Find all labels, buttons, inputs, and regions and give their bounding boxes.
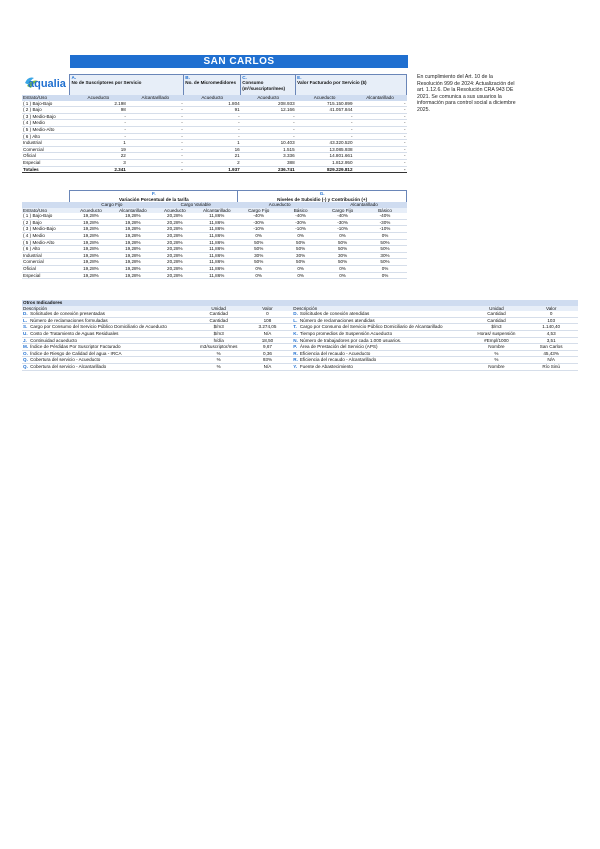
- cell: -40%: [238, 213, 280, 219]
- other-indicators-table: [22, 300, 578, 371]
- cell: 0,36: [243, 350, 293, 357]
- row-label: ( 6 ) Alto: [22, 246, 70, 253]
- cell: 30%: [364, 252, 407, 259]
- indicator-letter: O.: [23, 350, 28, 356]
- cell: -40%: [322, 213, 364, 219]
- row-label: Comercial: [22, 146, 70, 153]
- cell: -: [354, 133, 407, 140]
- cell: 0%: [238, 265, 280, 272]
- cell: 93%: [243, 357, 293, 364]
- cell: -: [127, 133, 184, 140]
- cell: 1.140,40: [524, 324, 578, 331]
- cell: 50%: [322, 259, 364, 266]
- section-f-header: F. Variación Porcentual de la tarifa: [70, 191, 238, 203]
- cell: 19,28%: [112, 246, 154, 253]
- table-row: [22, 239, 407, 246]
- cell: -: [241, 113, 296, 120]
- cell: 20,28%: [154, 232, 196, 239]
- cell: %: [195, 350, 243, 357]
- cell: 21: [184, 153, 241, 160]
- cell: -: [70, 133, 127, 140]
- cell: 50%: [322, 246, 364, 253]
- table-row: [22, 344, 578, 351]
- cell: 1: [184, 140, 241, 147]
- cell: Número de reclamaciones formuladas: [29, 317, 195, 324]
- cell: Cantidad: [195, 311, 243, 317]
- cell: 208.933: [241, 101, 296, 107]
- cell: -: [296, 126, 354, 133]
- table-row: [22, 252, 407, 259]
- cell: Cantidad: [195, 317, 243, 324]
- cell: -: [184, 126, 241, 133]
- cell: 0%: [322, 232, 364, 239]
- row-label: ( 5 ) Medio-Alto: [22, 239, 70, 246]
- cell: -40%: [280, 213, 322, 219]
- cell: %: [195, 357, 243, 364]
- section-e-header: E. Valor Facturado por Servicio ($): [296, 75, 407, 96]
- cell: Nombre: [469, 363, 525, 370]
- cell: Cantidad: [469, 311, 525, 317]
- cell: 388: [241, 159, 296, 166]
- table-row: [22, 153, 407, 160]
- page-title: SAN CARLOS: [70, 55, 408, 68]
- table-row: [22, 337, 578, 344]
- cell: 50%: [364, 246, 407, 253]
- table-row: [22, 146, 407, 153]
- table-row: [22, 324, 578, 331]
- table2-column-header: Estrato/Uso Acueducto Alcantarillado Acueducto Alcantarillado Cargo Fijo Básico Cargo Fijo Básico: [22, 208, 407, 214]
- indicator-letter: J.: [22, 337, 29, 344]
- cell: 19,28%: [112, 239, 154, 246]
- cell: -10%: [280, 226, 322, 233]
- table-row: [22, 350, 578, 357]
- table-row: [22, 219, 407, 226]
- cell: 20,28%: [154, 265, 196, 272]
- cell: 1.804: [184, 101, 241, 107]
- section-g-header: G. Niveles de Subsidio (-) y Contribución (+): [238, 191, 407, 203]
- indicator-letter: L.: [22, 317, 29, 324]
- cell: -: [127, 153, 184, 160]
- table-row: [22, 113, 407, 120]
- cell: 2: [184, 159, 241, 166]
- cell: 1.812.950: [296, 159, 354, 166]
- table1-column-header: Estrato/Uso Acueducto Alcantarillado Acueducto Acueducto Acueducto Alcantarillado: [22, 95, 407, 101]
- cell: Cantidad: [469, 317, 525, 324]
- cell: 19,28%: [112, 252, 154, 259]
- cell: 19,28%: [70, 213, 112, 219]
- cell: 20,28%: [154, 252, 196, 259]
- indicator-letter: D.: [23, 311, 28, 317]
- table-row: [22, 357, 578, 364]
- cell: Índice de Pérdidas Por Suscriptor Facturado: [29, 344, 195, 351]
- cell: -: [296, 133, 354, 140]
- cell: Costo de Tratamiento de Aguas Residuales: [29, 330, 195, 337]
- row-label: Industrial: [22, 140, 70, 147]
- logo-wordmark: aqualia: [28, 78, 66, 90]
- cell: -: [184, 120, 241, 127]
- cell: $/m3: [469, 324, 525, 331]
- cell: San Carlos: [524, 344, 578, 351]
- cell: -10%: [238, 226, 280, 233]
- cell: Cargo por Consumo del Servicio Público Domiciliario de Alcantarillado: [299, 324, 469, 331]
- cell: -: [354, 101, 407, 107]
- cell: 20,28%: [154, 239, 196, 246]
- cell: 20,28%: [154, 246, 196, 253]
- cell: %: [469, 357, 525, 364]
- indicator-letter: N.: [293, 337, 298, 343]
- cell: Solicitudes de conexión presentadas: [29, 311, 195, 317]
- cell: -: [354, 153, 407, 160]
- cell: m3/suscriptor/mes: [195, 344, 243, 351]
- row-label: ( 3 ) Medio-Bajo: [22, 113, 70, 120]
- cell: Cobertura del servicio - Alcantarillado: [29, 363, 195, 370]
- section-b-header: B. No. de Micromedidores: [184, 75, 241, 96]
- cell: -: [354, 113, 407, 120]
- cell: 50%: [238, 259, 280, 266]
- cell: 19,28%: [112, 232, 154, 239]
- row-label: ( 4 ) Medio: [22, 120, 70, 127]
- indicator-letter: M.: [23, 344, 29, 350]
- cell: 0%: [322, 272, 364, 279]
- row-label: Oficial: [22, 153, 70, 160]
- cell: 50%: [322, 239, 364, 246]
- cell: -30%: [322, 219, 364, 226]
- cell: 11,86%: [196, 246, 238, 253]
- row-label: ( 6 ) Alto: [22, 133, 70, 140]
- cell: -: [127, 120, 184, 127]
- cell: %: [195, 363, 243, 370]
- row-label: ( 1 ) Bajo-Bajo: [22, 213, 70, 219]
- table-row: [22, 363, 578, 370]
- table-row: [22, 330, 578, 337]
- cell: 45,43%: [524, 350, 578, 357]
- cell: 2.198: [70, 101, 127, 107]
- cell: 1.515: [241, 146, 296, 153]
- cell: 3: [70, 159, 127, 166]
- cell: 0: [524, 311, 578, 317]
- cell: -: [127, 159, 184, 166]
- cell: -: [70, 126, 127, 133]
- cell: 30%: [322, 252, 364, 259]
- row-label: ( 5 ) Medio-Alto: [22, 126, 70, 133]
- table-row: [22, 317, 578, 324]
- cell: 30%: [280, 252, 322, 259]
- section-a-header: A. No de Suscriptores por Servicio: [70, 75, 184, 96]
- cell: 19,28%: [70, 259, 112, 266]
- other-indicators-title-row: Otros Indicadores: [22, 300, 578, 306]
- cell: 1: [70, 140, 127, 147]
- cell: -: [241, 126, 296, 133]
- cell: 98: [70, 107, 127, 114]
- table-row: [22, 133, 407, 140]
- indicator-letter: T.: [292, 324, 299, 331]
- cell: 11,86%: [196, 239, 238, 246]
- cell: 0%: [364, 232, 407, 239]
- cell: -: [354, 107, 407, 114]
- cell: 19,28%: [70, 219, 112, 226]
- cell: 19,28%: [70, 239, 112, 246]
- cell: 103: [524, 317, 578, 324]
- cell: 715.150.899: [296, 101, 354, 107]
- indicator-letter: P.: [293, 344, 298, 350]
- cell: Área de Prestación del Servicio (APS): [299, 344, 469, 351]
- cell: -30%: [364, 219, 407, 226]
- cell: Horas/ suspensión: [469, 330, 525, 337]
- indicator-letter: Q.: [23, 357, 28, 363]
- cell: N/A: [243, 330, 293, 337]
- cell: 19,28%: [70, 272, 112, 279]
- cell: 50%: [364, 239, 407, 246]
- cell: 18,50: [243, 337, 293, 344]
- row-label: Especial: [22, 159, 70, 166]
- cell: -: [354, 126, 407, 133]
- cell: 19,28%: [112, 213, 154, 219]
- indicator-letter: K.: [293, 330, 298, 336]
- cell: 20,28%: [154, 259, 196, 266]
- cell: 3,51: [524, 337, 578, 344]
- cell: -40%: [364, 213, 407, 219]
- cell: 50%: [280, 246, 322, 253]
- cell: 20,28%: [154, 272, 196, 279]
- row-label: Industrial: [22, 252, 70, 259]
- table-row: [22, 107, 407, 114]
- cell: 0%: [364, 265, 407, 272]
- cell: -: [296, 120, 354, 127]
- cell: 50%: [280, 259, 322, 266]
- cell: 19: [70, 146, 127, 153]
- table2-group-header: Cargo Fijo Cargo Variable Acueducto Alcantarillado: [22, 202, 407, 208]
- row-label: Comercial: [22, 259, 70, 266]
- cell: 41.057.844: [296, 107, 354, 114]
- table-row: [22, 226, 407, 233]
- legal-note: En cumplimiento del Art. 10 de la Resolución 999 de 2024: Actualización del art. 1.12.6. De la Resolución CRA 943 DE 2021. Se comunica a sus usuarios la información para control social a diciembre 2025.: [417, 74, 516, 113]
- cell: 9,67: [243, 344, 293, 351]
- row-label: ( 4 ) Medio: [22, 232, 70, 239]
- cell: -: [354, 120, 407, 127]
- cell: 22: [70, 153, 127, 160]
- table-row: [22, 140, 407, 147]
- cell: 11,86%: [196, 272, 238, 279]
- cell: %: [469, 350, 525, 357]
- table-row: [22, 159, 407, 166]
- cell: 11,86%: [196, 226, 238, 233]
- cell: -: [184, 113, 241, 120]
- cell: 50%: [238, 239, 280, 246]
- cell: Continuidad acueducto: [29, 337, 195, 344]
- cell: 11,86%: [196, 213, 238, 219]
- table-row: [22, 259, 407, 266]
- cell: Río Sinú: [524, 363, 578, 370]
- cell: 91: [184, 107, 241, 114]
- cell: $/m3: [195, 330, 243, 337]
- row-label: ( 1 ) Bajo-Bajo: [22, 101, 70, 107]
- cell: 16: [184, 146, 241, 153]
- cell: Eficiencia del recaudo - Alcantarillado: [299, 357, 469, 364]
- totals-row: Totales 2.341 - 1.937 236.741 829.229.812 -: [23, 166, 406, 172]
- cell: 50%: [364, 259, 407, 266]
- cell: -10%: [322, 226, 364, 233]
- cell: -: [127, 107, 184, 114]
- cell: -: [127, 101, 184, 107]
- cell: N/A: [524, 357, 578, 364]
- cell: Índice de Riesgo de Calidad del agua - IRCA: [29, 350, 195, 357]
- table-row: [22, 246, 407, 253]
- cell: Eficiencia del recaudo - Acueducto: [299, 350, 469, 357]
- cell: -: [127, 113, 184, 120]
- cell: -: [241, 120, 296, 127]
- cell: 19,28%: [112, 219, 154, 226]
- cell: -10%: [364, 226, 407, 233]
- cell: -: [127, 126, 184, 133]
- cell: 14.801.661: [296, 153, 354, 160]
- cell: 4,53: [524, 330, 578, 337]
- cell: -: [296, 113, 354, 120]
- cell: 19,28%: [70, 246, 112, 253]
- cell: 19,28%: [112, 265, 154, 272]
- cell: -: [354, 159, 407, 166]
- cell: Solicitudes de conexión atendidas: [299, 311, 469, 317]
- subscribers-table: [22, 74, 407, 173]
- cell: -: [127, 146, 184, 153]
- section-c-header: C. Consumo (m³/suscriptor/mes): [241, 75, 296, 96]
- table-row: [22, 265, 407, 272]
- cell: 11,86%: [196, 232, 238, 239]
- indicator-letter: Q.: [23, 363, 28, 369]
- cell: Número de trabajadores por cada 1.000 usuarios.: [299, 337, 469, 344]
- table-row: [22, 126, 407, 133]
- cell: 0%: [238, 272, 280, 279]
- cell: 0: [243, 311, 293, 317]
- cell: 3.274,05: [243, 324, 293, 331]
- cell: -30%: [238, 219, 280, 226]
- cell: Cobertura del servicio - Acueducto: [29, 357, 195, 364]
- cell: -30%: [280, 219, 322, 226]
- cell: Cargo por Consumo del Servicio Público Domiciliario de Acueducto: [29, 324, 195, 331]
- cell: Nombre: [469, 344, 525, 351]
- indicator-letter: U.: [23, 330, 28, 336]
- cell: 50%: [238, 246, 280, 253]
- cell: #Empl/1000: [469, 337, 525, 344]
- cell: 19,28%: [70, 226, 112, 233]
- cell: 19,28%: [112, 259, 154, 266]
- cell: Tiempo promedios de Suspensión Acueducto: [299, 330, 469, 337]
- cell: 0%: [364, 272, 407, 279]
- cell: 20,28%: [154, 213, 196, 219]
- cell: 50%: [280, 239, 322, 246]
- indicator-letter: S.: [23, 324, 28, 330]
- indicator-letter: R.: [293, 357, 298, 363]
- cell: 19,28%: [112, 226, 154, 233]
- table-row: [22, 272, 407, 279]
- row-label: Especial: [22, 272, 70, 279]
- cell: 0%: [280, 232, 322, 239]
- cell: 3.336: [241, 153, 296, 160]
- cell: 20,28%: [154, 226, 196, 233]
- cell: 0%: [322, 265, 364, 272]
- indicator-letter: R.: [293, 350, 298, 356]
- cell: 0%: [280, 265, 322, 272]
- indicator-letter: D.: [293, 311, 298, 317]
- cell: 11,86%: [196, 259, 238, 266]
- cell: 43.320.520: [296, 140, 354, 147]
- row-label: ( 3 ) Medio-Bajo: [22, 226, 70, 233]
- cell: 10.403: [241, 140, 296, 147]
- cell: -: [70, 113, 127, 120]
- cell: Fuente de Abastecimiento: [299, 363, 469, 370]
- cell: -: [127, 140, 184, 147]
- cell: 19,28%: [112, 272, 154, 279]
- tariff-subsidy-table: [22, 190, 407, 279]
- cell: 19,28%: [70, 232, 112, 239]
- cell: 19,28%: [70, 265, 112, 272]
- cell: -: [184, 133, 241, 140]
- cell: 11,86%: [196, 219, 238, 226]
- cell: -: [354, 146, 407, 153]
- row-label: Oficial: [22, 265, 70, 272]
- table-row: [22, 120, 407, 127]
- row-label: ( 2 ) Bajo: [22, 219, 70, 226]
- table3-column-header: Descripción Unidad Valor Descripción Unidad Valor: [22, 306, 578, 312]
- table-row: [22, 232, 407, 239]
- cell: N/A: [243, 363, 293, 370]
- cell: 108: [243, 317, 293, 324]
- cell: 30%: [238, 252, 280, 259]
- cell: -: [241, 133, 296, 140]
- cell: 0%: [280, 272, 322, 279]
- cell: 20,28%: [154, 219, 196, 226]
- cell: $/m3: [195, 324, 243, 331]
- cell: 13.085.938: [296, 146, 354, 153]
- row-label: ( 2 ) Bajo: [22, 107, 70, 114]
- cell: 0%: [238, 232, 280, 239]
- cell: -: [70, 120, 127, 127]
- cell: Número de reclamaciones atendidas: [299, 317, 469, 324]
- cell: 11,86%: [196, 252, 238, 259]
- cell: h/día: [195, 337, 243, 344]
- cell: 11,86%: [196, 265, 238, 272]
- indicator-letter: Y.: [293, 363, 298, 369]
- cell: 19,28%: [70, 252, 112, 259]
- cell: -: [354, 140, 407, 147]
- cell: 12.166: [241, 107, 296, 114]
- indicator-letter: L.: [293, 317, 298, 323]
